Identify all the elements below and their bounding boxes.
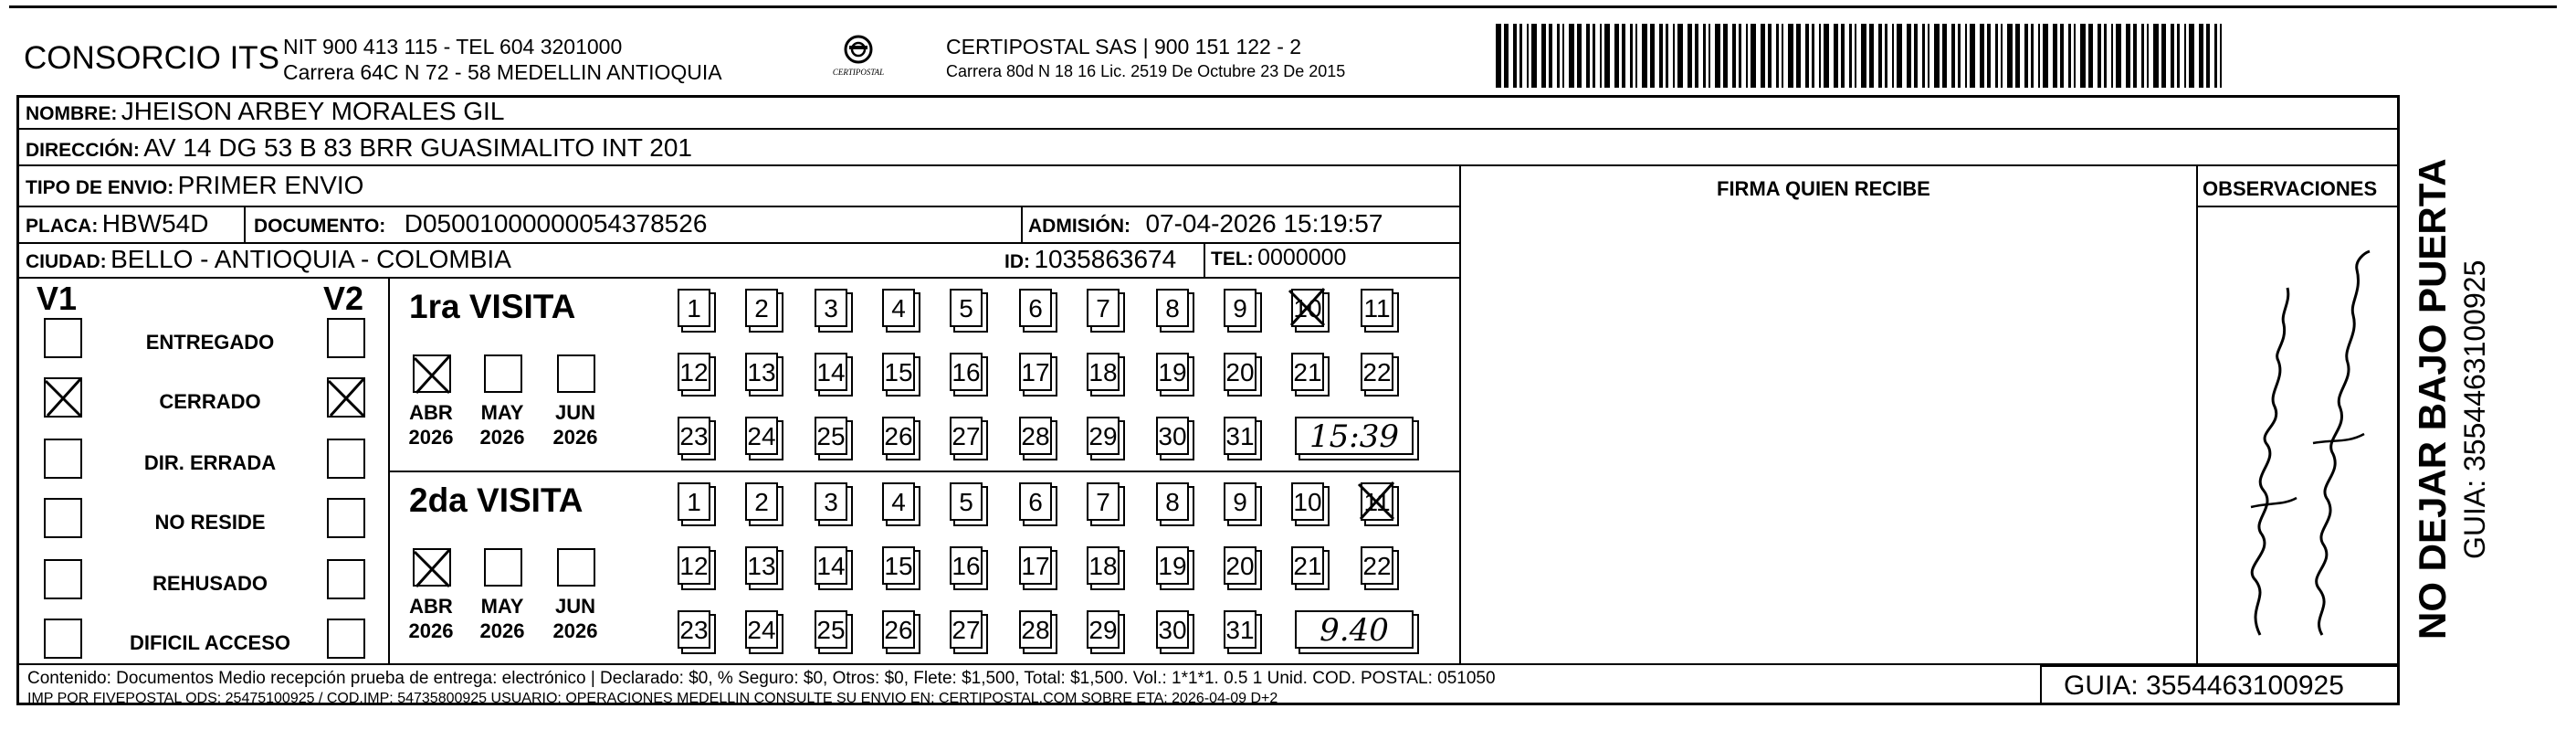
month-label: [404, 594, 458, 643]
month-checkbox[interactable]: [557, 354, 595, 393]
barcode-bar: [2111, 24, 2113, 88]
side-guia-number: GUIA: 3554463100925: [2458, 259, 2491, 559]
barcode-bar: [1907, 24, 1911, 88]
day-box[interactable]: 9: [1224, 482, 1256, 521]
day-box[interactable]: 22: [1361, 353, 1393, 391]
barcode-bar: [1751, 24, 1756, 88]
barcode-bar: [1577, 24, 1582, 88]
barcode-bar: [2161, 24, 2166, 88]
company-name: CONSORCIO ITS: [24, 40, 280, 76]
barcode-bar: [1824, 24, 1829, 88]
month-name: JUN: [554, 401, 595, 424]
month-name: JUN: [554, 595, 595, 618]
v1-header: V1: [37, 280, 78, 317]
recipient-name-row: [26, 97, 504, 126]
day-box[interactable]: 5: [950, 289, 983, 327]
id-row: [1004, 245, 1176, 274]
barcode-bar: [1746, 24, 1748, 88]
city-row: [26, 245, 511, 274]
status-label: CERRADO: [159, 390, 261, 413]
v1-checkbox[interactable]: [44, 559, 82, 599]
plate-row: [26, 209, 208, 238]
barcode-bar: [1666, 24, 1668, 88]
barcode-bar: [1642, 24, 1647, 88]
content-line: Contenido: Documentos Medio recepción prueba de entrega: electrónico | Declarado: $0, % Seguro: $0, Otros: $0, Flete: $1,500, Total: $1,500. Vol.: 1*1*1. 0.5 1 Unid. COD. POSTAL: 051050: [27, 669, 1496, 688]
plate-label: PLACA:: [26, 216, 99, 237]
barcode-bar: [1834, 24, 1838, 88]
barcode-bar: [2068, 24, 2071, 88]
barcode-bar: [2088, 24, 2093, 88]
document-row: [254, 209, 707, 238]
signature-area[interactable]: [1461, 206, 2192, 661]
barcode-bar: [1677, 24, 1683, 88]
barcode-bar: [2126, 24, 2130, 88]
month-name: ABR: [409, 595, 453, 618]
day-box[interactable]: 26: [882, 417, 915, 455]
visit-time[interactable]: 15:39: [1295, 417, 1414, 455]
barcode-bar: [2177, 24, 2180, 88]
day-box[interactable]: 18: [1087, 546, 1120, 585]
visit-time[interactable]: 9.40: [1295, 610, 1414, 649]
day-box[interactable]: 23: [678, 610, 710, 649]
day-box[interactable]: 29: [1087, 610, 1120, 649]
address-label: DIRECCIÓN:: [26, 140, 140, 161]
barcode-bar: [1885, 24, 1887, 88]
rule: [388, 471, 1459, 472]
month-label: [475, 400, 530, 450]
month-name: MAY: [480, 401, 524, 424]
month-year: 2026: [408, 619, 454, 642]
barcode-bar: [2043, 24, 2048, 88]
barcode-bar: [2098, 24, 2101, 88]
month-label: [475, 594, 530, 643]
recipient-name: JHEISON ARBEY MORALES GIL: [121, 97, 505, 125]
barcode-bar: [1987, 24, 1991, 88]
barcode-bar: [1958, 24, 1961, 88]
month-checkbox[interactable]: [557, 548, 595, 587]
day-box[interactable]: 16: [950, 353, 983, 391]
visit-title: 1ra VISITA: [409, 288, 576, 325]
day-box[interactable]: 24: [745, 610, 778, 649]
day-box[interactable]: 2: [745, 482, 778, 521]
barcode-bar: [1496, 24, 1501, 88]
month-label: [548, 400, 603, 450]
barcode-bar: [1761, 24, 1765, 88]
company-nit-tel: NIT 900 413 115 - TEL 604 3201000: [283, 35, 623, 58]
barcode-bar: [1970, 24, 1975, 88]
courier-info: CERTIPOSTAL SAS | 900 151 122 - 2: [946, 35, 1302, 58]
v1-checkbox[interactable]: [44, 498, 82, 538]
barcode-bar: [2133, 24, 2137, 88]
day-box[interactable]: 30: [1156, 610, 1189, 649]
rule: [16, 128, 2400, 130]
barcode-bar: [1541, 24, 1546, 88]
barcode-bar: [2153, 24, 2159, 88]
admission-value: 07-04-2026 15:19:57: [1145, 209, 1383, 238]
day-box[interactable]: 17: [1019, 546, 1052, 585]
shipment-type: PRIMER ENVIO: [177, 171, 364, 199]
barcode-bar: [1914, 24, 1918, 88]
v2-check-mark: [323, 374, 371, 421]
top-border-line: [9, 5, 2557, 8]
certipostal-logo: [822, 31, 895, 86]
city-value: BELLO - ANTIOQUIA - COLOMBIA: [110, 245, 511, 273]
day-box[interactable]: 22: [1361, 546, 1393, 585]
day-box[interactable]: 17: [1019, 353, 1052, 391]
barcode-bar: [2184, 24, 2186, 88]
day-box[interactable]: 3: [815, 482, 847, 521]
barcode-bar: [1614, 24, 1619, 88]
barcode-bar: [1586, 24, 1590, 88]
barcode-bar: [2024, 24, 2028, 88]
status-label: ENTREGADO: [145, 331, 275, 354]
barcode-bar: [1739, 24, 1741, 88]
barcode-bar: [1723, 24, 1728, 88]
v1-check-mark: [40, 374, 88, 421]
month-year: 2026: [479, 426, 525, 449]
day-box[interactable]: 15: [882, 546, 915, 585]
barcode-bar: [2206, 24, 2210, 88]
rule: [16, 242, 1459, 244]
day-box[interactable]: 30: [1156, 417, 1189, 455]
barcode-bar: [1934, 24, 1940, 88]
status-label: DIFICIL ACCESO: [129, 631, 290, 654]
day-box[interactable]: 10: [1291, 289, 1324, 327]
barcode-bar: [1855, 24, 1856, 88]
guia-box: [2040, 665, 2400, 705]
month-checkbox[interactable]: [484, 354, 522, 393]
day-box[interactable]: 31: [1224, 417, 1256, 455]
day-box[interactable]: 8: [1156, 289, 1189, 327]
barcode-bar: [1980, 24, 1984, 88]
month-check-mark: [409, 545, 457, 592]
barcode-bar: [1504, 24, 1509, 88]
day-box[interactable]: 16: [950, 546, 983, 585]
day-box[interactable]: 13: [745, 546, 778, 585]
id-value: 1035863674: [1034, 245, 1177, 273]
day-box[interactable]: 21: [1291, 546, 1324, 585]
day-box[interactable]: 31: [1224, 610, 1256, 649]
barcode-bar: [1812, 24, 1814, 88]
city-label: CIUDAD:: [26, 251, 107, 272]
barcode-bar: [1593, 24, 1595, 88]
barcode-bar: [1650, 24, 1655, 88]
logo-text: CERTIPOSTAL: [832, 68, 885, 77]
day-box[interactable]: 11: [1361, 482, 1393, 521]
barcode-bar: [1796, 24, 1801, 88]
barcode-bar: [1841, 24, 1845, 88]
rule: [1204, 242, 1205, 277]
status-label: REHUSADO: [152, 572, 268, 595]
barcode-bar: [1513, 24, 1517, 88]
barcode-bar: [1897, 24, 1902, 88]
rule: [388, 277, 390, 663]
tel-value: 0000000: [1257, 245, 1347, 270]
barcode-bar: [1965, 24, 1967, 88]
barcode-bar: [1715, 24, 1720, 88]
day-box[interactable]: 4: [882, 289, 915, 327]
status-label: NO RESIDE: [154, 511, 266, 534]
month-checkbox[interactable]: [484, 548, 522, 587]
day-box[interactable]: 3: [815, 289, 847, 327]
v1-checkbox[interactable]: [44, 439, 82, 479]
barcode-bar: [1659, 24, 1663, 88]
barcode-bar: [1622, 24, 1625, 88]
barcode-bar: [2038, 24, 2040, 88]
barcode-bar: [1805, 24, 1809, 88]
admission-label: ADMISIÓN:: [1028, 216, 1130, 237]
imp-line: IMP POR FIVEPOSTAL ODS: 25475100925 / COD.IMP: 54735800925 USUARIO: OPERACIONES MEDELLIN CONSULTE SU ENVIO EN: CERTIPOSTAL.COM SOBRE ETA: 2026-04-09 D+2: [27, 691, 1278, 706]
day-box[interactable]: 11: [1361, 289, 1393, 327]
v2-checkbox[interactable]: [327, 619, 365, 659]
day-box[interactable]: 6: [1019, 482, 1052, 521]
v2-checkbox[interactable]: [327, 559, 365, 599]
day-box[interactable]: 19: [1156, 546, 1189, 585]
shipment-type-row: [26, 171, 363, 200]
barcode-bar: [1768, 24, 1772, 88]
day-box[interactable]: 14: [815, 353, 847, 391]
v1-checkbox[interactable]: [44, 619, 82, 659]
barcode-bar: [2015, 24, 2020, 88]
barcode-bar: [1922, 24, 1925, 88]
day-box[interactable]: 25: [815, 610, 847, 649]
id-label: ID:: [1004, 251, 1030, 272]
day-box[interactable]: 27: [950, 417, 983, 455]
barcode-bar: [1673, 24, 1675, 88]
barcode-bar: [1527, 24, 1529, 88]
v1-checkbox[interactable]: [44, 318, 82, 358]
day-box[interactable]: 27: [950, 610, 983, 649]
barcode-bar: [1782, 24, 1783, 88]
barcode-bar: [2060, 24, 2064, 88]
rule: [16, 206, 1459, 207]
observations-column-header: OBSERVACIONES: [2203, 177, 2378, 200]
no-dejar-notice: NO DEJAR BAJO PUERTA: [2411, 158, 2454, 640]
barcode-bar: [2171, 24, 2174, 88]
month-label: [548, 594, 603, 643]
barcode-bar: [1776, 24, 1779, 88]
guia-number: GUIA: 3554463100925: [2064, 671, 2344, 701]
document-value: D05001000000054378526: [404, 209, 708, 238]
tel-row: [1211, 245, 1346, 271]
barcode-bar: [2220, 24, 2222, 88]
month-year: 2026: [408, 426, 454, 449]
name-label: NOMBRE:: [26, 103, 118, 124]
barcode-bar: [1519, 24, 1522, 88]
barcode-bar: [1703, 24, 1706, 88]
barcode-bar: [2053, 24, 2057, 88]
barcode-bar: [1562, 24, 1564, 88]
barcode-bar: [2141, 24, 2144, 88]
barcode-bar: [2007, 24, 2013, 88]
v2-checkbox[interactable]: [327, 318, 365, 358]
barcode-bar: [1635, 24, 1637, 88]
courier-license: Carrera 80d N 18 16 Lic. 2519 De Octubre 23 De 2015: [946, 62, 1346, 80]
day-box[interactable]: 24: [745, 417, 778, 455]
recipient-address: AV 14 DG 53 B 83 BRR GUASIMALITO INT 201: [143, 133, 692, 162]
day-box[interactable]: 23: [678, 417, 710, 455]
day-box[interactable]: 1: [678, 482, 710, 521]
barcode-bar: [1878, 24, 1882, 88]
day-box[interactable]: 19: [1156, 353, 1189, 391]
day-check-mark: [1284, 283, 1331, 331]
month-year: 2026: [552, 619, 598, 642]
barcode-bar: [1951, 24, 1955, 88]
rule: [16, 164, 2400, 166]
document-label: DOCUMENTO:: [254, 216, 386, 237]
barcode-bar: [1709, 24, 1710, 88]
signature-column-header: FIRMA QUIEN RECIBE: [1717, 177, 1930, 200]
day-box[interactable]: 25: [815, 417, 847, 455]
barcode-bar: [2001, 24, 2003, 88]
month-year: 2026: [552, 426, 598, 449]
handwritten-observations: [2196, 206, 2399, 662]
barcode-bar: [1688, 24, 1692, 88]
month-label: [404, 400, 458, 450]
v2-header: V2: [323, 280, 364, 317]
barcode-bar: [1695, 24, 1698, 88]
day-box[interactable]: 10: [1291, 482, 1324, 521]
day-box[interactable]: 29: [1087, 417, 1120, 455]
barcode-bar: [1995, 24, 1998, 88]
day-box[interactable]: 2: [745, 289, 778, 327]
barcode-bar: [1892, 24, 1894, 88]
day-box[interactable]: 28: [1019, 417, 1052, 455]
barcode-bar: [1942, 24, 1947, 88]
day-box[interactable]: 20: [1224, 546, 1256, 585]
barcode-bar: [2214, 24, 2217, 88]
day-check-mark: [1353, 477, 1401, 524]
day-box[interactable]: 7: [1087, 482, 1120, 521]
day-box[interactable]: 28: [1019, 610, 1052, 649]
barcode-bar: [2147, 24, 2149, 88]
v2-checkbox[interactable]: [327, 439, 365, 479]
barcode-bar: [1861, 24, 1866, 88]
barcode-bar: [1569, 24, 1574, 88]
month-check-mark: [409, 351, 457, 398]
barcode-bar: [1604, 24, 1610, 88]
shipment-type-label: TIPO DE ENVIO:: [26, 177, 174, 198]
barcode-bar: [2074, 24, 2076, 88]
company-address: Carrera 64C N 72 - 58 MEDELLIN ANTIOQUIA: [283, 60, 722, 84]
barcode-bar: [1819, 24, 1821, 88]
barcode-bar: [1531, 24, 1537, 88]
day-box[interactable]: 4: [882, 482, 915, 521]
barcode-bar: [1630, 24, 1633, 88]
barcode-bar: [2104, 24, 2107, 88]
barcode-bar: [2199, 24, 2203, 88]
recipient-address-row: [26, 133, 692, 163]
barcode-bar: [2031, 24, 2034, 88]
day-box[interactable]: 21: [1291, 353, 1324, 391]
barcode-bar: [1928, 24, 1929, 88]
day-box[interactable]: 8: [1156, 482, 1189, 521]
tel-label: TEL:: [1211, 249, 1254, 270]
barcode-bar: [1732, 24, 1736, 88]
rule: [16, 277, 1459, 279]
month-name: MAY: [480, 595, 524, 618]
day-box[interactable]: 20: [1224, 353, 1256, 391]
day-box[interactable]: 1: [678, 289, 710, 327]
day-box[interactable]: 7: [1087, 289, 1120, 327]
plate-value: HBW54D: [101, 209, 209, 238]
barcode: [1496, 24, 2226, 88]
month-year: 2026: [479, 619, 525, 642]
day-box[interactable]: 18: [1087, 353, 1120, 391]
barcode-bar: [1849, 24, 1852, 88]
rule: [244, 206, 246, 242]
day-box[interactable]: 15: [882, 353, 915, 391]
rule: [1021, 206, 1023, 242]
day-box[interactable]: 6: [1019, 289, 1052, 327]
barcode-bar: [1788, 24, 1793, 88]
barcode-bar: [2189, 24, 2194, 88]
day-box[interactable]: 9: [1224, 289, 1256, 327]
v2-checkbox[interactable]: [327, 498, 365, 538]
admission-row: [1028, 209, 1383, 238]
barcode-bar: [2116, 24, 2121, 88]
barcode-bar: [1869, 24, 1874, 88]
barcode-bar: [1600, 24, 1602, 88]
day-box[interactable]: 5: [950, 482, 983, 521]
day-box[interactable]: 12: [678, 546, 710, 585]
status-label: DIR. ERRADA: [143, 451, 277, 474]
day-box[interactable]: 12: [678, 353, 710, 391]
month-name: ABR: [409, 401, 453, 424]
barcode-bar: [1557, 24, 1560, 88]
day-box[interactable]: 13: [745, 353, 778, 391]
barcode-bar: [2080, 24, 2086, 88]
day-box[interactable]: 26: [882, 610, 915, 649]
day-box[interactable]: 14: [815, 546, 847, 585]
visit-title: 2da VISITA: [409, 481, 584, 519]
barcode-bar: [1549, 24, 1552, 88]
